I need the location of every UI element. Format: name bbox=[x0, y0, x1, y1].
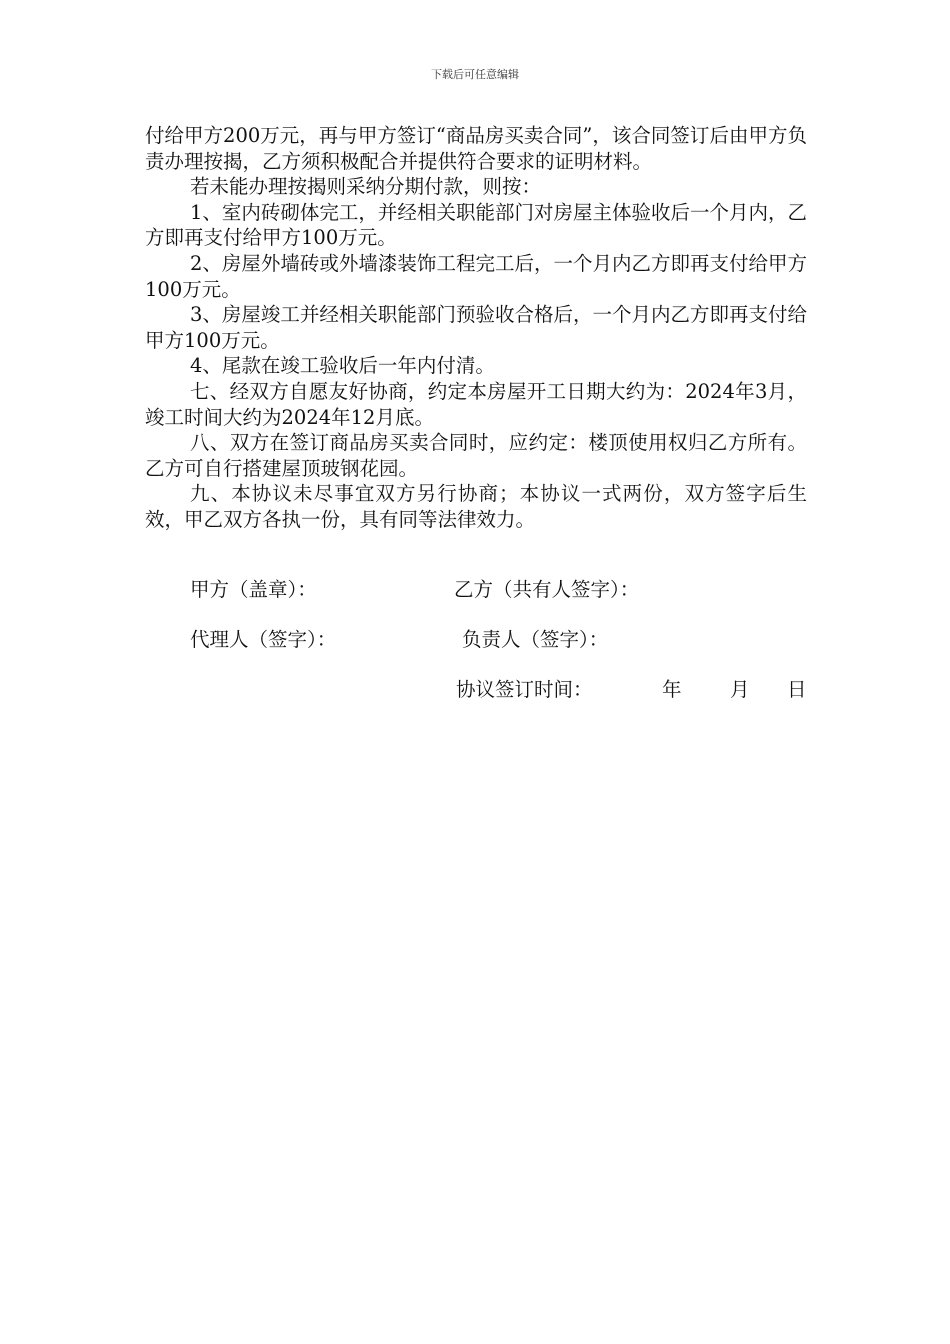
paragraph-installment-1: 1、室内砖砌体完工，并经相关职能部门对房屋主体验收后一个月内，乙方即再支付给甲方100万元。 bbox=[145, 200, 807, 250]
party-a-signature-label: 甲方（盖章）： bbox=[190, 578, 317, 601]
signing-date-month: 月 bbox=[730, 678, 750, 701]
paragraph-clause-7: 七、经双方自愿友好协商，约定本房屋开工日期大约为：2024年3月，竣工时间大约为2024年12月底。 bbox=[145, 379, 807, 429]
paragraph-installment-3: 3、房屋竣工并经相关职能部门预验收合格后，一个月内乙方即再支付给甲方100万元。 bbox=[145, 303, 807, 352]
party-b-signature-label: 乙方（共有人签字）： bbox=[454, 578, 640, 601]
contract-body bbox=[145, 123, 807, 533]
paragraph-clause-9: 九、本协议未尽事宜双方另行协商；本协议一式两份，双方签字后生效，甲乙双方各执一份，具有同等法律效力。 bbox=[145, 482, 807, 531]
signing-date-day: 日 bbox=[787, 678, 807, 701]
signing-date-label: 协议签订时间： bbox=[456, 678, 593, 701]
paragraph-clause-8: 八、双方在签订商品房买卖合同时，应约定：楼顶使用权归乙方所有。乙方可自行搭建屋顶玻钢花园。 bbox=[145, 431, 807, 480]
paragraph-installment-2: 2、房屋外墙砖或外墙漆装饰工程完工后，一个月内乙方即再支付给甲方100万元。 bbox=[145, 251, 807, 301]
agent-signature-label: 代理人（签字）： bbox=[190, 628, 337, 651]
paragraph-payment-continuation: 付给甲方200万元，再与甲方签订“商品房买卖合同”，该合同签订后由甲方负责办理按揭，乙方须积极配合并提供符合要求的证明材料。 bbox=[145, 124, 807, 173]
paragraph-installment-4: 4、尾款在竣工验收后一年内付清。 bbox=[190, 354, 495, 378]
responsible-signature-label: 负责人（签字）： bbox=[462, 628, 609, 651]
signing-date-year: 年 bbox=[662, 678, 682, 701]
paragraph-installment-intro: 若未能办理按揭则采纳分期付款，则按： bbox=[190, 175, 542, 199]
page-header-note: 下载后可任意编辑 bbox=[431, 68, 519, 81]
